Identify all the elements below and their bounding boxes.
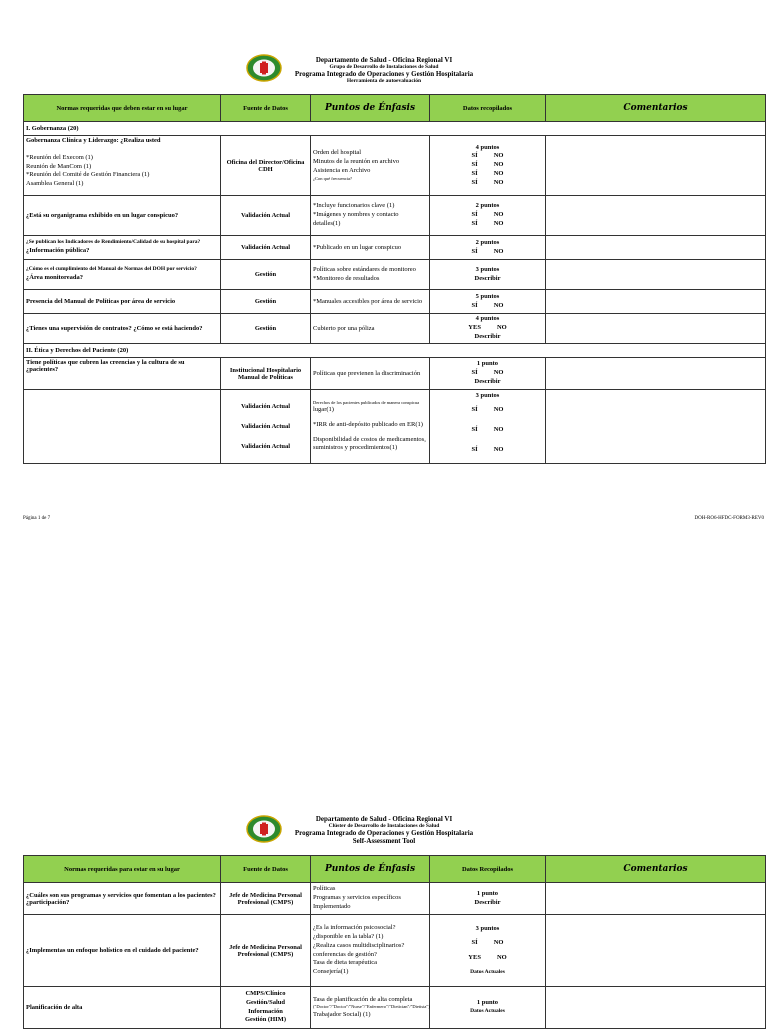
- emphasis-item: Políticas que previenen la discriminación: [311, 358, 430, 390]
- data-source: Oficina del Director/Oficina CDH: [221, 136, 311, 196]
- no-option[interactable]: NO: [493, 369, 504, 377]
- standard-text: ¿Está su organigrama exhibido en un lugar conspicuo?: [24, 196, 221, 236]
- no-option[interactable]: NO: [493, 406, 504, 414]
- points: 2 puntos: [475, 202, 500, 210]
- yes-option[interactable]: SÍ: [471, 446, 478, 454]
- points: 4 puntos: [475, 315, 500, 323]
- standard-text: Presencia del Manual de Políticas por área de servicio: [24, 290, 221, 314]
- yes-option[interactable]: SÍ: [471, 939, 478, 947]
- standard-subtext: ¿Cómo es el cumplimiento del Manual de Normas del DOH por servicio?: [26, 266, 197, 273]
- points: 1 punto: [476, 360, 499, 368]
- data-source: Gestión (HIM): [245, 1016, 286, 1024]
- header-line3: Programa Integrado de Operaciones y Gestión Hospitalaria: [294, 829, 474, 838]
- table-row: [24, 358, 766, 390]
- describe-label: Describir: [474, 898, 501, 906]
- points: 3 puntos: [475, 265, 500, 273]
- yes-option[interactable]: SÍ: [471, 406, 478, 414]
- col-standards: Normas requeridas que deben estar en su lugar: [24, 95, 221, 122]
- data-source: Gestión: [221, 314, 311, 344]
- list-item: Reunión de ManCom (1): [26, 162, 92, 170]
- yes-option[interactable]: SÍ: [471, 219, 478, 227]
- section-title: I. Gobernanza (20): [24, 122, 766, 136]
- emphasis-item: Consejería(1): [313, 968, 349, 976]
- actual-data-label: Datos Actuales: [470, 1008, 505, 1015]
- data-source: Jefe de Medicina Personal Profesional (CMPS): [221, 883, 311, 915]
- table-row: [24, 883, 766, 915]
- points: 1 punto: [476, 889, 499, 897]
- emphasis-item: ¿Realiza casos multidisciplinarios?: [313, 941, 405, 949]
- header-line1: Departamento de Salud - Oficina Regional VI: [315, 56, 453, 64]
- col-emphasis: Puntos de Énfasis: [311, 856, 430, 883]
- emphasis-note: ("Doctor"/"Doctor"/"Nurse"/"Enfermero"/"Dietician"/"Dietista"): [313, 1004, 430, 1010]
- table-row: [24, 136, 766, 196]
- emphasis-item: *Publicado en un lugar conspicuo: [311, 236, 430, 260]
- yes-option[interactable]: YES: [468, 954, 481, 962]
- table-row: [24, 915, 766, 987]
- list-item: *Reunión del Execom (1): [26, 153, 93, 161]
- emphasis-item: *Incluye funcionarios clave (1): [313, 202, 395, 210]
- page1-header: [0, 56, 768, 85]
- points: 5 puntos: [475, 292, 500, 300]
- yes-option[interactable]: SÍ: [471, 247, 478, 255]
- comments-cell[interactable]: [546, 136, 766, 196]
- data-source: Jefe de Medicina Personal Profesional (CMPS): [221, 915, 311, 987]
- data-source: Validación Actual: [221, 236, 311, 260]
- no-option[interactable]: NO: [493, 247, 504, 255]
- describe-label: Describir: [474, 274, 501, 282]
- emphasis-item: conferencias de gestión?: [313, 950, 377, 958]
- table-row: [24, 260, 766, 290]
- yes-option[interactable]: SÍ: [471, 211, 478, 219]
- yes-option[interactable]: SÍ: [471, 178, 478, 186]
- table-row: [24, 314, 766, 344]
- col-source: Fuente de Datos: [221, 95, 311, 122]
- assessment-table-page2: [23, 855, 766, 1029]
- emphasis-item: *Imágenes y nombres y contacto detalles(1): [313, 211, 399, 227]
- col-data: Datos recopilados: [430, 95, 546, 122]
- yes-option[interactable]: SÍ: [471, 426, 478, 434]
- emphasis-item: Trabajador Social) (1): [313, 1010, 371, 1018]
- no-option[interactable]: NO: [493, 426, 504, 434]
- emphasis-item: Implementado: [313, 902, 351, 910]
- describe-label: Describir: [474, 332, 501, 340]
- standard-text: ¿Tienes una supervisión de contratos? ¿Cómo se está haciendo?: [24, 314, 221, 344]
- emphasis-item: Orden del hospital: [313, 149, 362, 157]
- points: 3 puntos: [475, 392, 500, 400]
- data-source: Gestión: [221, 290, 311, 314]
- emphasis-note: Derechos de los pacientes publicados de manera conspicua: [313, 399, 420, 405]
- emphasis-item: *Manuales accesibles por área de servicio: [311, 290, 430, 314]
- table-row: [24, 390, 766, 464]
- data-source: Validación Actual: [240, 422, 291, 430]
- yes-option[interactable]: SÍ: [471, 369, 478, 377]
- comments-cell[interactable]: [546, 236, 766, 260]
- table-row: [24, 236, 766, 260]
- header-line4: Herramienta de autoevaluación: [346, 78, 422, 85]
- yes-option[interactable]: SÍ: [471, 169, 478, 177]
- points: 4 puntos: [475, 143, 500, 151]
- page-number: Página 1 de 7: [23, 516, 51, 521]
- header-line1: Departamento de Salud - Oficina Regional VI: [315, 815, 453, 823]
- data-source: Información: [248, 1007, 283, 1015]
- yes-option[interactable]: SÍ: [471, 161, 478, 169]
- comments-cell[interactable]: [546, 358, 766, 390]
- no-option[interactable]: NO: [493, 446, 504, 454]
- comments-cell[interactable]: [546, 915, 766, 987]
- col-emphasis: Puntos de Énfasis: [311, 95, 430, 122]
- emphasis-item: Políticas sobre estándares de monitoreo: [313, 265, 416, 273]
- assessment-table-page1: [23, 94, 766, 464]
- emphasis-item: lugar(1): [313, 406, 334, 413]
- comments-cell[interactable]: [546, 290, 766, 314]
- emphasis-item: Programas y servicios específicos: [313, 894, 401, 902]
- data-source: Validación Actual: [240, 402, 291, 410]
- emphasis-item: Tasa de planificación de alta completa: [313, 995, 413, 1003]
- emphasis-item: Asistencia en Archivo: [313, 166, 371, 174]
- standard-text: Tiene políticas que cubren las creencias y la cultura de su ¿pacientes?: [24, 358, 221, 390]
- standard-text: ¿Área monitoreada?: [26, 273, 83, 281]
- data-source: Gestión: [221, 260, 311, 290]
- col-comments: Comentarios: [546, 856, 766, 883]
- data-source: Validación Actual: [221, 196, 311, 236]
- comments-cell[interactable]: [546, 390, 766, 464]
- comments-cell[interactable]: [546, 314, 766, 344]
- col-comments: Comentarios: [546, 95, 766, 122]
- standard-text: [24, 390, 221, 464]
- yes-option[interactable]: YES: [468, 324, 481, 332]
- no-option[interactable]: NO: [496, 324, 507, 332]
- describe-label: Describir: [474, 377, 501, 385]
- table-header-row: [24, 856, 766, 883]
- emphasis-item: Políticas: [313, 885, 336, 893]
- emphasis-item: *Monitoreo de resultados: [313, 274, 380, 282]
- standard-text: ¿Implementas un enfoque holístico en el cuidado del paciente?: [24, 915, 221, 987]
- header-line2: Clúster de Desarrollo de Instalaciones de Salud: [328, 823, 440, 830]
- yes-option[interactable]: SÍ: [471, 152, 478, 160]
- no-option[interactable]: NO: [493, 301, 504, 309]
- row-title: Gobernanza Clínica y Liderazgo: ¿Realiza usted: [26, 137, 161, 144]
- no-option[interactable]: NO: [493, 211, 504, 219]
- header-line4: Self-Assessment Tool: [352, 837, 416, 846]
- no-option[interactable]: NO: [493, 178, 504, 186]
- data-source: Gestión/Salud: [245, 998, 285, 1006]
- list-item: Asamblea General (1): [26, 180, 84, 188]
- list-item: *Reunión del Comité de Gestión Financiera (1): [26, 171, 150, 179]
- comments-cell[interactable]: [546, 196, 766, 236]
- data-source: CMPS/Clínico: [245, 989, 286, 997]
- comments-cell[interactable]: [546, 883, 766, 915]
- no-option[interactable]: NO: [493, 152, 504, 160]
- actual-data-label: Datos Actuales: [470, 968, 505, 975]
- standard-subtext: ¿Se publican los Indicadores de Rendimiento/Calidad de su hospital para?: [26, 239, 201, 246]
- yes-option[interactable]: SÍ: [471, 301, 478, 309]
- points: 1 punto: [476, 999, 499, 1007]
- emphasis-item: Tasa de dieta terapéutica: [313, 959, 377, 967]
- emphasis-note: ¿Con qué frecuencia?: [313, 175, 352, 181]
- points: 2 puntos: [475, 238, 500, 246]
- col-standards: Normas requeridas para estar en su lugar: [24, 856, 221, 883]
- page2-header: [0, 815, 768, 845]
- emphasis-item: ¿Es la información psicosocial?: [313, 924, 396, 932]
- section-title: II. Ética y Derechos del Paciente (20): [24, 344, 766, 358]
- emphasis-item: Minutos de la reunión en archivo: [313, 158, 400, 166]
- no-option[interactable]: NO: [496, 954, 507, 962]
- comments-cell[interactable]: [546, 260, 766, 290]
- col-data: Datos Recopilados: [430, 856, 546, 883]
- comments-cell[interactable]: [546, 987, 766, 1029]
- data-source: Institucional Hospitalario Manual de Políticas: [221, 358, 311, 390]
- no-option[interactable]: NO: [493, 939, 504, 947]
- emphasis-item: *IRR de anti-depósito publicado en ER(1): [313, 420, 423, 428]
- emphasis-item: ¿disponible en la tabla? (1): [313, 932, 384, 940]
- no-option[interactable]: NO: [493, 219, 504, 227]
- standard-text: ¿Cuáles son sus programas y servicios que fomentan a los pacientes? ¿participación?: [24, 883, 221, 915]
- standard-text: Planificación de alta: [24, 987, 221, 1029]
- emphasis-item: Cubierto por una póliza: [311, 314, 430, 344]
- table-row: [24, 290, 766, 314]
- table-header-row: [24, 95, 766, 122]
- header-line2: Grupo de Desarrollo de Instalaciones de Salud: [329, 64, 439, 71]
- table-row: [24, 987, 766, 1029]
- form-code: DOH-RO6-HFDC-FORM3-REV0: [694, 516, 764, 521]
- col-source: Fuente de Datos: [221, 856, 311, 883]
- data-source: Validación Actual: [240, 442, 291, 450]
- no-option[interactable]: NO: [493, 169, 504, 177]
- standard-text: ¿Información pública?: [26, 246, 90, 254]
- table-row: [24, 196, 766, 236]
- no-option[interactable]: NO: [493, 161, 504, 169]
- header-line3: Programa Integrado de Operaciones y Gestión Hospitalaria: [294, 70, 474, 79]
- emphasis-item: Disponibilidad de costos de medicamentos, suministros y procedimientos(1): [313, 435, 426, 452]
- points: 3 puntos: [475, 924, 500, 932]
